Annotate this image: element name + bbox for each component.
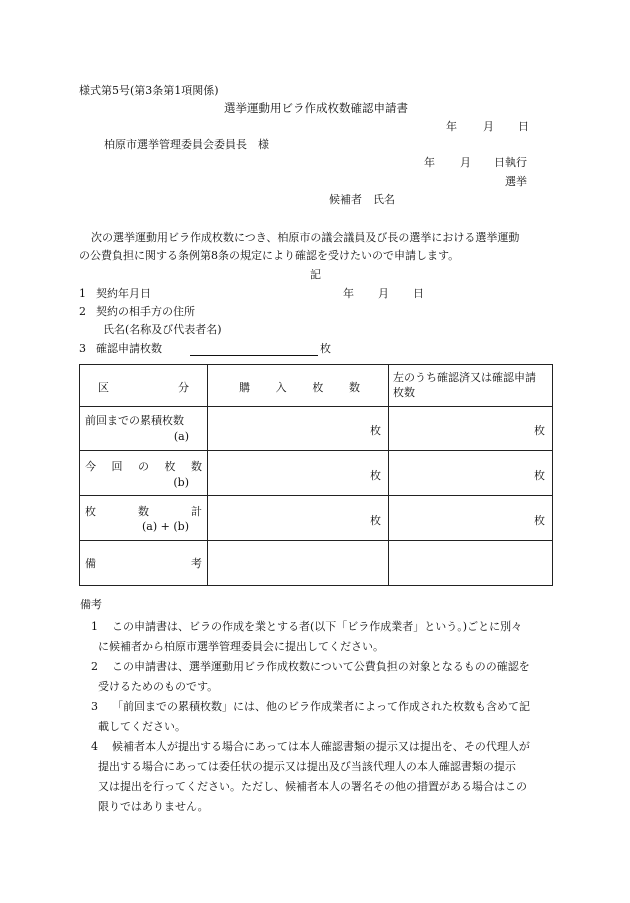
candidate-label: 候補者 氏名 xyxy=(329,193,395,206)
item2-label: 契約の相手方の住所 xyxy=(96,305,195,318)
confirmed-current-cell xyxy=(389,451,553,496)
addressee: 柏原市選挙管理委員会委員長 様 xyxy=(104,138,269,151)
row-label-previous-sub: (a) xyxy=(173,430,189,443)
item1-label: 契約年月日 xyxy=(96,287,151,300)
item1-month: 月 xyxy=(378,287,389,300)
note-item xyxy=(80,737,554,817)
note-line: この申請書は、選挙運動用ビラ作成枚数について公費負担の対象となるものの確認を xyxy=(112,660,530,673)
note-line: 候補者本人が提出する場合にあっては本人確認書類の提示又は提出を、その代理人が xyxy=(112,740,530,753)
item1-day: 日 xyxy=(413,287,424,300)
row-label-char: 数 xyxy=(138,505,149,518)
header-division xyxy=(80,365,208,407)
note-line: 載してください。 xyxy=(98,720,186,733)
item1-number: 1 xyxy=(79,287,86,300)
item2-sublabel: 氏名(名称及び代表者名) xyxy=(103,323,222,336)
item3-unit: 枚 xyxy=(320,342,331,355)
table-row xyxy=(80,407,553,451)
ki-label: 記 xyxy=(310,268,321,281)
table-row xyxy=(80,541,553,586)
election-day: 日執行 xyxy=(494,156,527,169)
row-label-char: 計 xyxy=(191,505,202,518)
date-day: 日 xyxy=(518,120,529,133)
election-label: 選挙 xyxy=(505,175,527,188)
table-row xyxy=(80,451,553,496)
row-label-char: 考 xyxy=(191,557,202,570)
election-month: 月 xyxy=(460,156,471,169)
header-purchase-count xyxy=(208,365,389,407)
unit-label: 枚 xyxy=(534,514,545,527)
unit-label: 枚 xyxy=(534,469,545,482)
note-line: 受けるためのものです。 xyxy=(98,680,219,693)
row-label-char: 枚 xyxy=(85,505,96,518)
header-confirmed-line2: 枚数 xyxy=(393,386,415,399)
header-division-b: 分 xyxy=(178,381,189,394)
count-table xyxy=(79,364,553,586)
header-purchase-char: 枚 xyxy=(312,381,324,394)
note-item xyxy=(80,617,554,657)
body-text-line1: 次の選挙運動用ビラ作成枚数につき、柏原市の議会議員及び長の選挙における選挙運動 xyxy=(91,231,520,244)
item3-underline xyxy=(190,355,318,356)
purchase-total-cell xyxy=(208,496,389,541)
unit-label: 枚 xyxy=(534,424,545,437)
row-label-char: 枚 xyxy=(164,460,176,473)
note-number: 4 xyxy=(91,740,98,753)
note-item xyxy=(80,697,554,737)
unit-label: 枚 xyxy=(370,424,381,437)
confirmed-total-cell xyxy=(389,496,553,541)
row-label-char: 今 xyxy=(85,460,96,473)
row-label-remarks xyxy=(80,541,208,586)
note-line: 「前回までの累積枚数」には、他のビラ作成業者によって作成された枚数も含めて記 xyxy=(112,700,530,713)
item2-number: 2 xyxy=(79,305,86,318)
date-month: 月 xyxy=(483,120,494,133)
remarks-cell-2 xyxy=(389,541,553,586)
header-confirmed-count xyxy=(389,365,553,407)
header-confirmed-line1: 左のうち確認済又は確認申請 xyxy=(393,371,536,384)
date-year: 年 xyxy=(446,120,457,133)
remarks-cell xyxy=(208,541,389,586)
row-label-char: の xyxy=(138,460,149,473)
item1-year: 年 xyxy=(343,287,354,300)
row-label-current-sub: (b) xyxy=(173,476,189,489)
unit-label: 枚 xyxy=(370,514,381,527)
note-item xyxy=(80,657,554,697)
note-line: 又は提出を行ってください。ただし、候補者本人の署名その他の措置がある場合はこの xyxy=(98,780,527,793)
header-purchase-char: 購 xyxy=(239,381,250,394)
notes-section xyxy=(80,597,554,817)
election-year: 年 xyxy=(424,156,435,169)
page-title: 選挙運動用ビラ作成枚数確認申請書 xyxy=(224,101,408,115)
row-label-previous xyxy=(80,407,208,451)
confirmed-previous-cell xyxy=(389,407,553,451)
item3-label: 確認申請枚数 xyxy=(96,342,162,355)
body-text-line2: の公費負担に関する条例第8条の規定により確認を受けたいので申請します。 xyxy=(79,249,460,262)
row-label-char: 数 xyxy=(191,460,202,473)
unit-label: 枚 xyxy=(370,469,381,482)
purchase-current-cell xyxy=(208,451,389,496)
note-line: に候補者から柏原市選挙管理委員会に提出してください。 xyxy=(98,640,384,653)
row-label-char: 回 xyxy=(111,460,123,473)
table-header-row xyxy=(80,365,553,407)
form-number: 様式第5号(第3条第1項関係) xyxy=(79,84,219,97)
row-label-total-sub: (a) + (b) xyxy=(142,520,189,533)
table-row xyxy=(80,496,553,541)
item3-number: 3 xyxy=(79,342,86,355)
note-line: この申請書は、ビラの作成を業とする者(以下「ビラ作成業者」という。)ごとに別々 xyxy=(112,620,523,633)
header-purchase-char: 入 xyxy=(275,381,287,394)
row-label-current xyxy=(80,451,208,496)
row-label-char: 備 xyxy=(85,557,96,570)
note-number: 1 xyxy=(91,620,98,633)
note-number: 2 xyxy=(91,660,98,673)
note-number: 3 xyxy=(91,700,98,713)
header-division-a: 区 xyxy=(98,381,109,394)
header-purchase-char: 数 xyxy=(348,381,360,394)
purchase-previous-cell xyxy=(208,407,389,451)
note-line: 限りではありません。 xyxy=(98,800,209,813)
row-label-total xyxy=(80,496,208,541)
note-line: 提出する場合にあっては委任状の提示又は提出及び当該代理人の本人確認書類の提示 xyxy=(98,760,516,773)
notes-title: 備考 xyxy=(80,598,102,611)
row-label-previous-text: 前回までの累積枚数 xyxy=(85,414,184,427)
